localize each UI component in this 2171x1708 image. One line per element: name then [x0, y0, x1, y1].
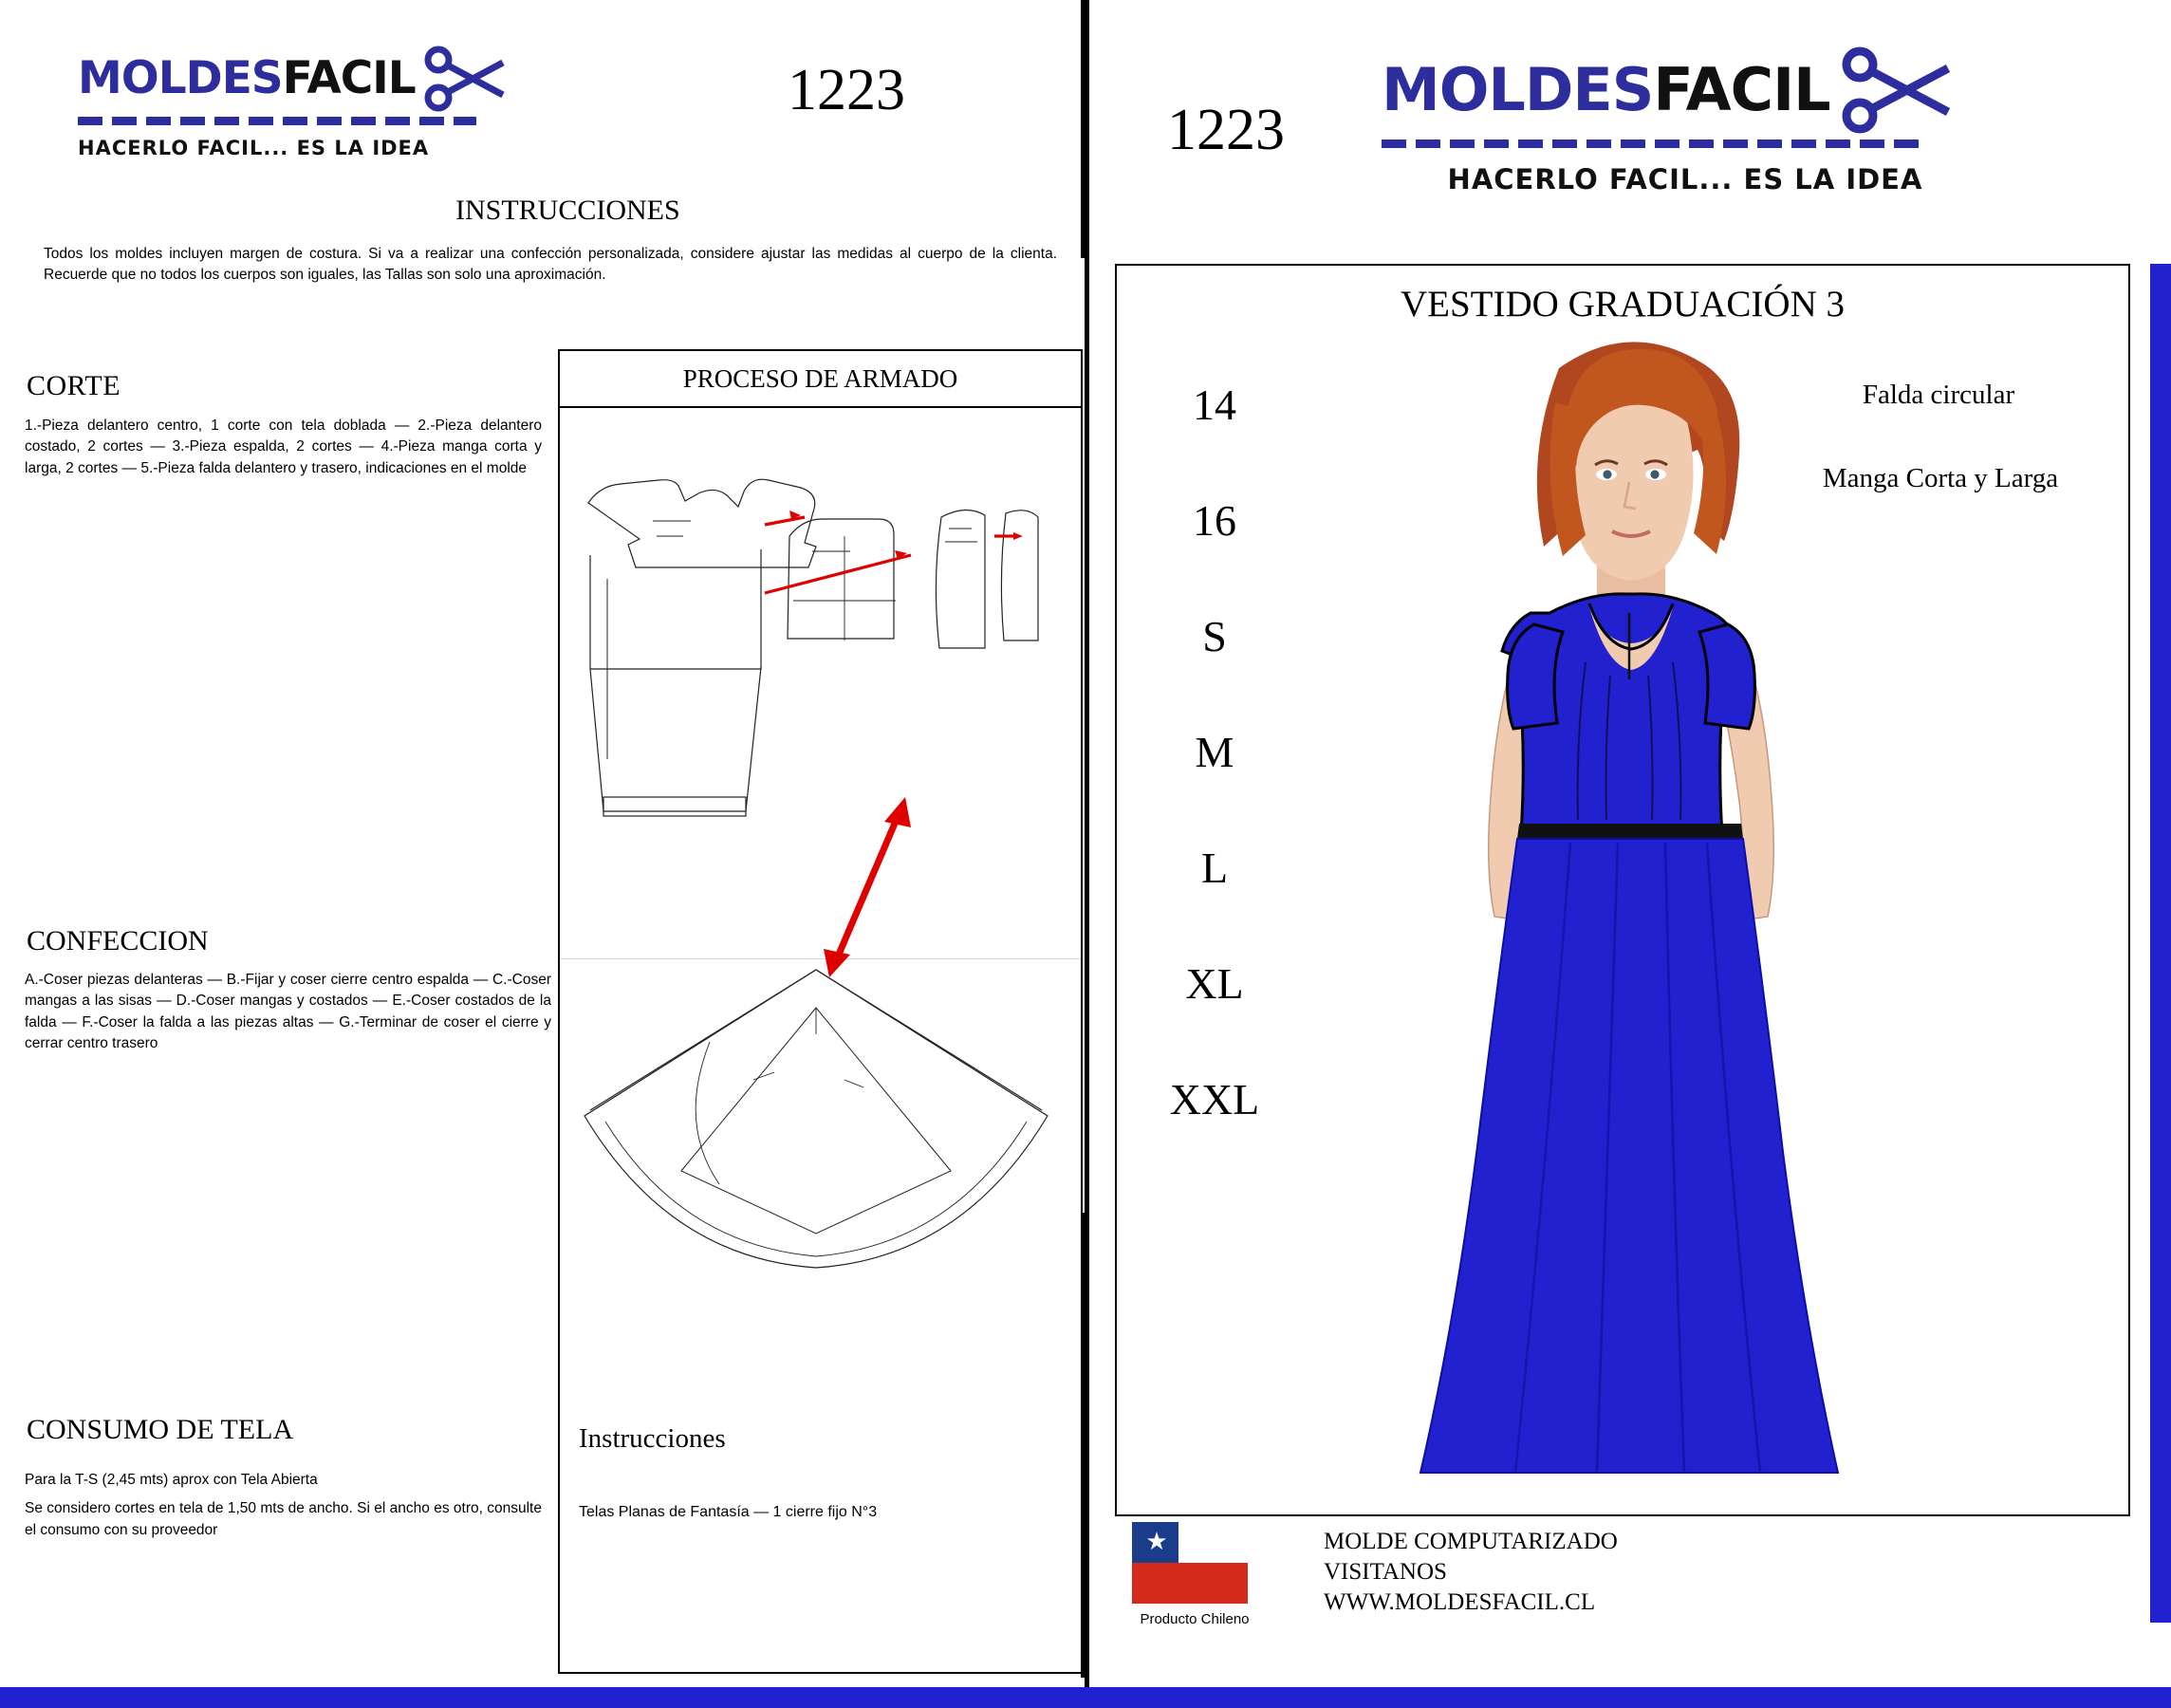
size-m: M — [1195, 728, 1234, 776]
consumo-text-2: Se considero cortes en tela de 1,50 mts de ancho. Si el ancho es otro, consulte el consumo con su proveedor — [25, 1500, 542, 1539]
flag-caption: Producto Chileno — [1140, 1611, 1250, 1627]
pattern-number-left: 1223 — [788, 58, 905, 122]
brand-logo-left — [78, 46, 571, 159]
instructions-heading: INSTRUCCIONES — [455, 195, 680, 226]
logo-moldes-text-right: MOLDES — [1382, 55, 1654, 124]
confeccion-text: A.-Coser piezas delanteras — B.-Fijar y coser cierre centro espalda — C.-Coser mangas a las sisas — D.-Coser mangas y costados — E.-Coser costados de la falda — F.-Coser la falda a las piezas altas — G.-Terminar de coser el cierre y cerrar centro trasero — [25, 972, 551, 1052]
intro-text: Todos los moldes incluyen margen de costura. Si va a realizar una confección personalizada, considere ajustar las medidas al cuerpo de la clienta. Recuerde que no todos los cuerpos son iguales, las Tallas son solo una aproximación. — [44, 246, 1057, 284]
size-s: S — [1202, 612, 1227, 660]
blue-accent-bar-bottom — [0, 1687, 2171, 1708]
rule-top — [1081, 0, 1085, 258]
illustration-frame — [1115, 264, 2130, 1516]
feature-manga: Manga Corta y Larga — [1822, 463, 2059, 493]
telas-text: Telas Planas de Fantasía — 1 cierre fijo N°3 — [579, 1504, 878, 1520]
logo-facil-text-right: FACIL — [1653, 55, 1830, 124]
box-divider — [560, 406, 1081, 408]
chile-flag-icon — [1132, 1522, 1248, 1604]
rule-bottom — [1081, 1213, 1085, 1678]
scissors-icon-right — [1840, 46, 1954, 135]
logo-tagline-left: HACERLO FACIL... ES LA IDEA — [78, 137, 430, 159]
confeccion-heading: CONFECCION — [27, 925, 209, 956]
size-14: 14 — [1193, 381, 1236, 429]
logo-underline-right — [1382, 139, 1927, 148]
garment-title: VESTIDO GRADUACIÓN 3 — [1401, 284, 1845, 325]
size-xxl: XXL — [1169, 1075, 1260, 1123]
footer-line-3: WWW.MOLDESFACIL.CL — [1324, 1589, 1596, 1615]
right-panel — [1094, 0, 2171, 1708]
logo-underline — [78, 117, 476, 125]
flag-star-icon: ★ — [1145, 1528, 1168, 1555]
size-16: 16 — [1193, 496, 1236, 545]
dress-illustration — [1316, 311, 1942, 1497]
corte-text: 1.-Pieza delantero centro, 1 corte con tela doblada — 2.-Pieza delantero costado, 2 cortes — 3.-Pieza espalda, 2 cortes — 4.-Pieza manga corta y larga, 2 cortes — 5.-Pieza falda delantero y trasero, indicaciones en el molde — [25, 418, 542, 476]
corte-heading: CORTE — [27, 370, 121, 401]
proceso-heading: PROCESO DE ARMADO — [682, 364, 958, 393]
consumo-text-1: Para la T-S (2,45 mts) aprox con Tela Abierta — [25, 1472, 318, 1488]
logo-facil-text: FACIL — [282, 52, 416, 104]
logo-tagline-right: HACERLO FACIL... ES LA IDEA — [1447, 163, 1923, 195]
logo-moldes-text: MOLDES — [78, 52, 283, 104]
brand-logo-right — [1382, 46, 2103, 195]
footer-line-1: MOLDE COMPUTARIZADO — [1324, 1529, 1618, 1554]
pattern-number-right: 1223 — [1167, 98, 1285, 162]
skirt-pattern-diagram — [567, 920, 1075, 1309]
instrucciones-label: Instrucciones — [579, 1423, 726, 1454]
assembly-process-box — [558, 349, 1083, 1674]
size-xl: XL — [1185, 959, 1244, 1008]
blue-accent-bar-right — [2150, 264, 2171, 1623]
size-l: L — [1200, 844, 1229, 892]
footer-line-2: VISITANOS — [1324, 1559, 1447, 1585]
consumo-heading: CONSUMO DE TELA — [27, 1414, 294, 1445]
scissors-icon — [423, 46, 507, 112]
feature-falda-circular: Falda circular — [1862, 380, 2015, 410]
